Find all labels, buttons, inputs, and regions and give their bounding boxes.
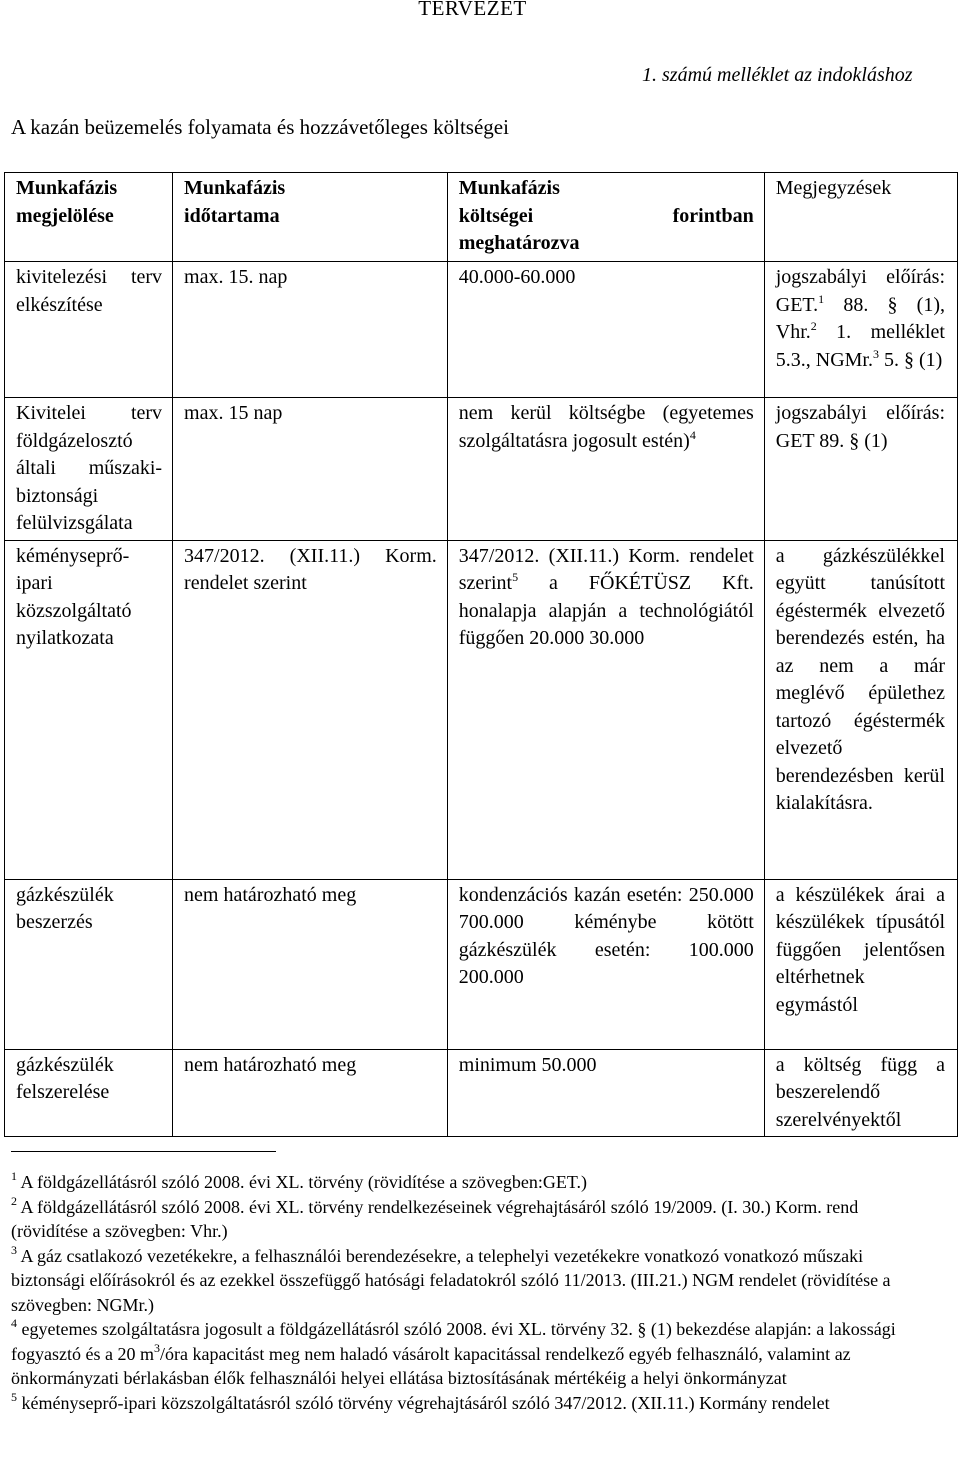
notes-text: 5. § (1)	[878, 348, 943, 371]
cost-table	[4, 172, 958, 1137]
footnote-ref: 2	[810, 319, 817, 333]
cell-phase: Kivitelei terv földgázelosztó általi műszaki-biztonsági felülvizsgálata	[5, 398, 173, 541]
cell-phase: gázkészülék felszerelése	[5, 1049, 173, 1137]
cost-text: a FŐKÉTÜSZ Kft. honalapja alapján a technológiától függően 20.000 30.000	[458, 572, 754, 649]
cell-duration: max. 15. nap	[173, 262, 448, 398]
footnote	[11, 1244, 901, 1318]
cell-notes	[764, 262, 957, 398]
cell-phase: kivitelezési terv elkészítése	[5, 262, 173, 398]
table-row	[5, 1049, 958, 1137]
header-duration-line: Munkafázis	[184, 177, 286, 199]
footnote-number: 1	[11, 1169, 17, 1183]
notes-text: jogszabályi előírás: GET.	[775, 266, 945, 316]
footnote-number: 4	[11, 1316, 17, 1330]
cell-cost: kondenzációs kazán esetén: 250.000 700.000 kéménybe kötött gázkészülék esetén: 100.000 200.000	[447, 879, 764, 1049]
header-cost	[447, 173, 764, 262]
cell-notes: jogszabályi előírás: GET 89. § (1)	[764, 398, 957, 541]
footnote-text: A földgázellátásról szóló 2008. évi XL. törvény rendelkezéseinek végrehajtásáról szóló 19/2009. (I. 30.) Korm. rend (rövidítése a szövegben: Vhr.)	[11, 1196, 859, 1241]
cell-phase: gázkészülék beszerzés	[5, 879, 173, 1049]
footnote-number: 2	[11, 1193, 17, 1208]
cell-duration: nem határozható meg	[173, 1049, 448, 1137]
header-cost-line: költségei forintban	[458, 204, 754, 227]
header-phase	[5, 173, 173, 262]
draft-title: TERVEZET	[418, 0, 527, 20]
table-row	[5, 262, 958, 398]
header-phase-line: Munkafázis	[16, 177, 118, 199]
footnotes	[11, 1170, 901, 1415]
notes-text: 1. melléklet 5.3., NGMr.	[775, 321, 945, 371]
footnote-divider	[11, 1151, 276, 1152]
footnote	[11, 1391, 901, 1416]
table-row	[5, 879, 958, 1049]
cell-cost	[447, 540, 764, 879]
footnote-text: A gáz csatlakozó vezetékekre, a felhasználói berendezésekre, a telephelyi vezetékekre vonatkozó vonatkozó műszaki biztonsági előírásokról és az ezekkel összefüggő hatósági feladatokról szóló 11/2013. (III.21.) NGM rendelet (rövidítése a szövegben: NGMr.)	[11, 1245, 891, 1315]
document-heading: A kazán beüzemelés folyamata és hozzávetőleges költségei	[11, 115, 509, 139]
header-duration	[173, 173, 448, 262]
cost-text: 347/2012. (XII.11.) Korm. rendelet szerint	[458, 544, 754, 594]
cost-text: nem kerül költségbe (egyetemes szolgáltatásra jogosult estén)	[458, 402, 754, 452]
cell-notes: a költség függ a beszerelendő szerelvényektől	[764, 1049, 957, 1137]
table-header-row	[5, 173, 958, 262]
cell-duration: nem határozható meg	[173, 879, 448, 1049]
table-row	[5, 398, 958, 541]
footnote	[11, 1317, 901, 1391]
footnote-text: /óra kapacitást meg nem haladó vásárolt kapacitással rendelkező egyéb felhasználó, valamint az önkormányzati bérlakásban élők felhasználói helyei ellátása biztosításának mértékéig a helyi önkormányzat	[11, 1343, 851, 1388]
footnote-ref: 3	[872, 346, 879, 361]
footnote-number: 5	[11, 1389, 17, 1404]
footnote-ref: 5	[512, 570, 519, 584]
cell-duration: max. 15 nap	[173, 398, 448, 541]
footnote-ref: 4	[689, 427, 696, 442]
header-phase-line: megjelölése	[16, 204, 114, 227]
footnote-number: 3	[11, 1242, 17, 1257]
notes-text: 88. § (1), Vhr.	[775, 293, 945, 343]
annex-note: 1. számú melléklet az indokláshoz	[642, 64, 913, 86]
cell-cost: 40.000-60.000	[447, 262, 764, 398]
footnote-text: A földgázellátásról szóló 2008. évi XL. törvény (rövidítése a szövegben:GET.)	[17, 1172, 588, 1192]
cell-duration: 347/2012. (XII.11.) Korm. rendelet szerint	[173, 540, 448, 879]
cell-cost: minimum 50.000	[447, 1049, 764, 1137]
table-row	[5, 540, 958, 879]
footnote	[11, 1170, 901, 1195]
header-duration-line: időtartama	[184, 204, 280, 227]
header-notes: Megjegyzések	[764, 173, 957, 262]
cell-phase: kéményseprő-ipari közszolgáltató nyilatkozata	[5, 540, 173, 879]
cell-notes: a gázkészülékkel együtt tanúsított égéstermék elvezető berendezés estén, ha az nem a már meglévő épülethez tartozó égéstermék elvezető berendezésben kerül kialakításra.	[764, 540, 957, 879]
footnote-text: kéményseprő-ipari közszolgáltatásról szóló törvény végrehajtásáról szóló 347/2012. (XII.11.) Kormány rendelet	[17, 1392, 830, 1413]
footnote-text: egyetemes szolgáltatásra jogosult a földgázellátásról szóló 2008. évi XL. törvény 32. § (1) bekezdése alapján: a lakossági fogyasztó és a 20 m	[11, 1319, 896, 1364]
header-cost-line: meghatározva	[458, 232, 580, 254]
superscript-unit: 3	[153, 1340, 160, 1355]
header-cost-line: Munkafázis	[458, 177, 560, 199]
footnote	[11, 1195, 901, 1244]
cell-cost	[447, 398, 764, 541]
cell-notes: a készülékek árai a készülékek típusától függően jelentősen eltérhetnek egymástól	[764, 879, 957, 1049]
footnote-ref: 1	[818, 291, 825, 306]
